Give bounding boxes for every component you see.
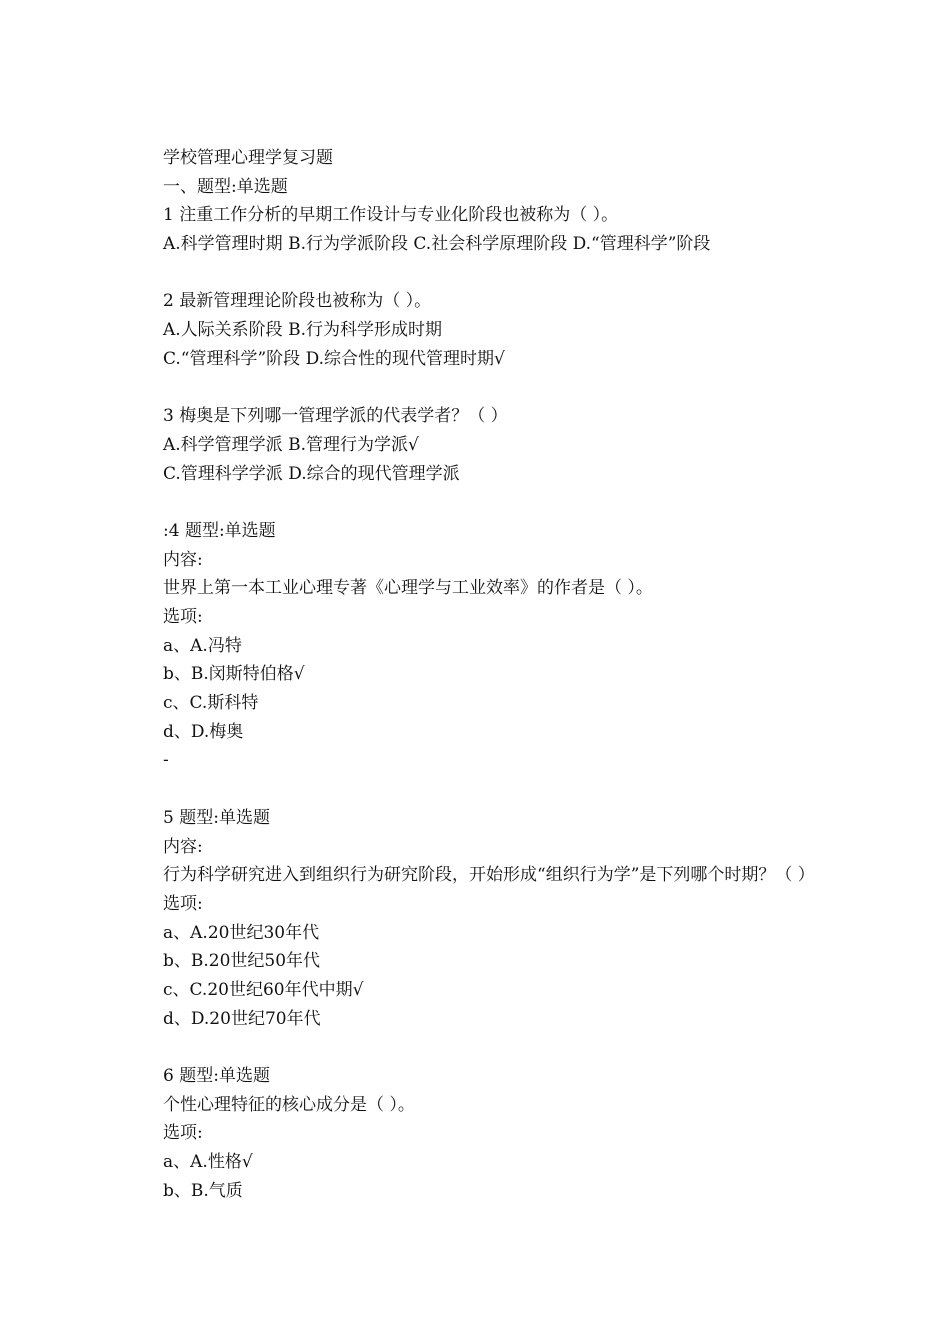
question-3-options-row-2: C.管理科学学派 D.综合的现代管理学派 xyxy=(163,463,460,484)
question-2-options-row-2: C.“管理科学”阶段 D.综合性的现代管理时期√ xyxy=(163,348,505,369)
question-4-content-label: 内容: xyxy=(163,549,203,570)
question-6-text: 个性心理特征的核心成分是（ ）。 xyxy=(163,1094,415,1115)
question-4-option-a: a、A.冯特 xyxy=(163,635,242,656)
dash-separator: - xyxy=(163,750,169,771)
question-4-type: :4 题型:单选题 xyxy=(163,520,276,541)
question-4-option-d: d、D.梅奥 xyxy=(163,721,244,742)
question-4-text: 世界上第一本工业心理专著《心理学与工业效率》的作者是（ ）。 xyxy=(163,578,653,599)
question-3-text: 3 梅奥是下列哪一管理学派的代表学者？（ ） xyxy=(163,406,508,427)
question-4-option-c: c、C.斯科特 xyxy=(163,693,259,714)
question-5-option-c: c、C.20世纪60年代中期√ xyxy=(163,979,364,1000)
section-heading: 一、题型:单选题 xyxy=(163,176,288,197)
question-6-option-a: a、A.性格√ xyxy=(163,1152,253,1173)
blank-line xyxy=(163,1033,933,1062)
question-6-options-label: 选项: xyxy=(163,1123,203,1144)
question-2-options-row-1: A.人际关系阶段 B.行为科学形成时期 xyxy=(163,320,442,341)
question-6-type: 6 题型:单选题 xyxy=(163,1066,270,1086)
question-2-text: 2 最新管理理论阶段也被称为（ ）。 xyxy=(163,291,432,312)
blank-line xyxy=(163,259,933,288)
question-1-text: 1 注重工作分析的早期工作设计与专业化阶段也被称为（ ）。 xyxy=(163,205,619,226)
question-5-type: 5 题型:单选题 xyxy=(163,807,270,828)
blank-line xyxy=(163,374,933,403)
question-5-options-label: 选项: xyxy=(163,893,203,914)
question-5-content-label: 内容: xyxy=(163,836,203,857)
question-5-option-b: b、B.20世纪50年代 xyxy=(163,951,321,972)
question-3-options-row-1: A.科学管理学派 B.管理行为学派√ xyxy=(163,434,419,455)
question-5-option-d: d、D.20世纪70年代 xyxy=(163,1008,321,1029)
question-5-text: 行为科学研究进入到组织行为研究阶段，开始形成“组织行为学”是下列哪个时期？（ ） xyxy=(163,865,815,886)
question-5-option-a: a、A.20世纪30年代 xyxy=(163,922,320,943)
blank-line xyxy=(163,488,933,517)
question-1-options: A.科学管理时期 B.行为学派阶段 C.社会科学原理阶段 D.“管理科学”阶段 xyxy=(163,234,711,255)
blank-line xyxy=(163,775,933,804)
question-4-option-b: b、B.闵斯特伯格√ xyxy=(163,664,305,685)
document-page xyxy=(163,144,933,1205)
question-6-option-b: b、B.气质 xyxy=(163,1180,243,1201)
document-title: 学校管理心理学复习题 xyxy=(163,148,333,168)
question-4-options-label: 选项: xyxy=(163,607,203,627)
